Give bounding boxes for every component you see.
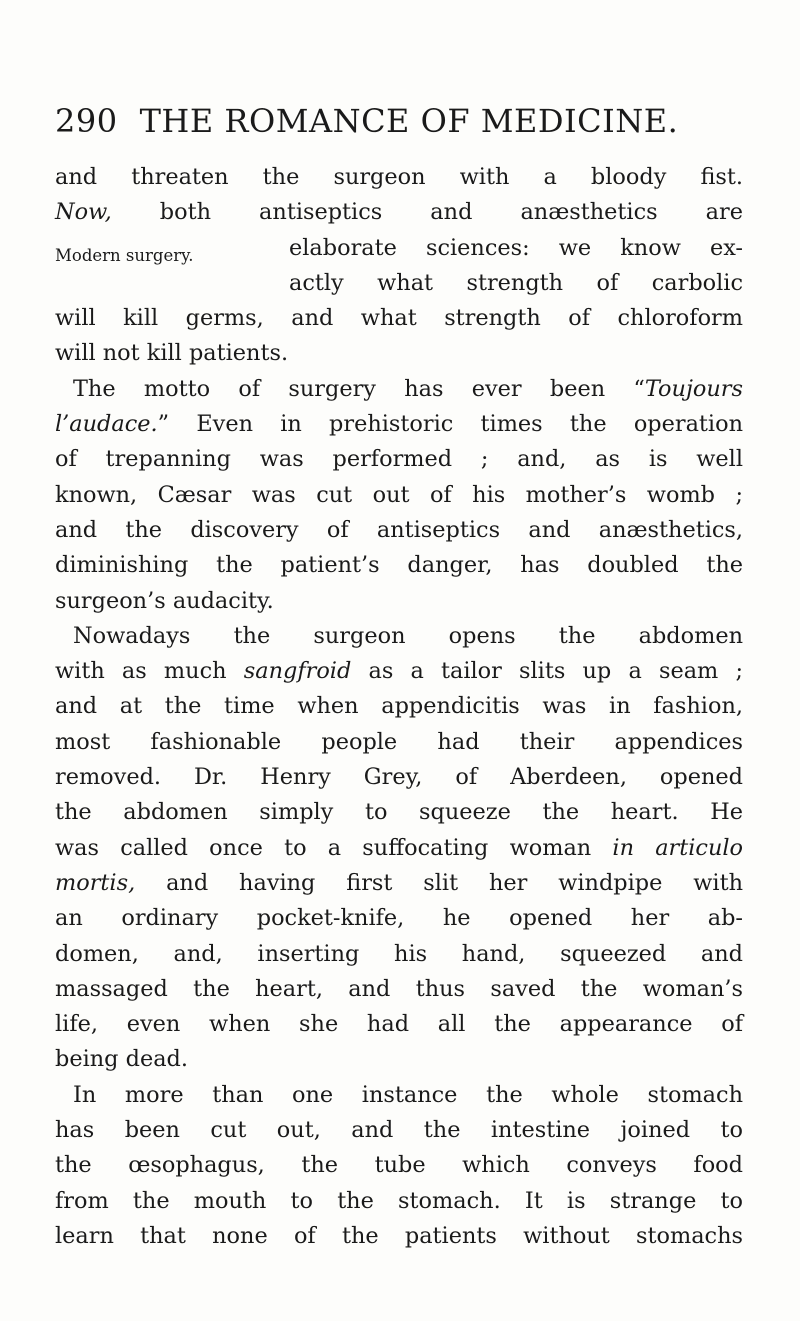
text-line: massaged the heart, and thus saved the woman’s (55, 975, 743, 1002)
text-line: and the discovery of antiseptics and anæsthetics, (55, 516, 743, 543)
running-head (55, 102, 745, 140)
text-line: actly what strength of carbolic (289, 269, 743, 296)
text-line: and at the time when appendicitis was in fashion, (55, 693, 743, 720)
text-line: most fashionable people had their appendices (55, 728, 743, 755)
text-line: will not kill patients. (55, 340, 289, 367)
text-line: an ordinary pocket-knife, he opened her ab- (55, 905, 743, 932)
text-line: from the mouth to the stomach. It is strange to (55, 1187, 743, 1214)
text-line: and threaten the surgeon with a bloody fist. (55, 164, 743, 190)
text-line: Now, both antiseptics and anæsthetics are (55, 199, 743, 226)
running-title: THE ROMANCE OF MEDICINE. (139, 102, 679, 140)
text-line: being dead. (55, 1046, 188, 1073)
margin-note: Modern surgery. (55, 246, 194, 265)
text-line: elaborate sciences: we know ex- (289, 234, 743, 261)
text-line: with as much sangfroid as a tailor slits up a seam ; (55, 658, 744, 685)
text-line: domen, and, inserting his hand, squeezed and (55, 940, 743, 967)
text-line: l’audace.” Even in prehistoric times the operation (55, 411, 743, 438)
page-number: 290 (55, 102, 118, 140)
text-line: was called once to a suffocating woman in articulo (55, 834, 744, 861)
text-line: has been cut out, and the intestine joined to (55, 1117, 743, 1144)
body-text (55, 160, 743, 1254)
text-line: In more than one instance the whole stomach (73, 1081, 743, 1108)
text-line: the abdomen simply to squeeze the heart. He (55, 799, 743, 826)
text-line: known, Cæsar was cut out of his mother’s womb ; (55, 481, 743, 508)
text-line: diminishing the patient’s danger, has doubled the (55, 552, 743, 579)
text-line: learn that none of the patients without stomachs (55, 1222, 743, 1249)
text-line: will kill germs, and what strength of chloroform (55, 305, 743, 332)
text-line: The motto of surgery has ever been “Toujours (73, 375, 743, 402)
text-line: Nowadays the surgeon opens the abdomen (73, 622, 743, 649)
text-line: mortis, and having first slit her windpipe with (55, 869, 743, 896)
text-line: the œsophagus, the tube which conveys food (55, 1152, 743, 1179)
text-line: surgeon’s audacity. (55, 587, 274, 614)
text-line: of trepanning was performed ; and, as is well (55, 446, 743, 473)
text-line: removed. Dr. Henry Grey, of Aberdeen, opened (55, 764, 743, 791)
text-line: life, even when she had all the appearance of (55, 1011, 743, 1038)
